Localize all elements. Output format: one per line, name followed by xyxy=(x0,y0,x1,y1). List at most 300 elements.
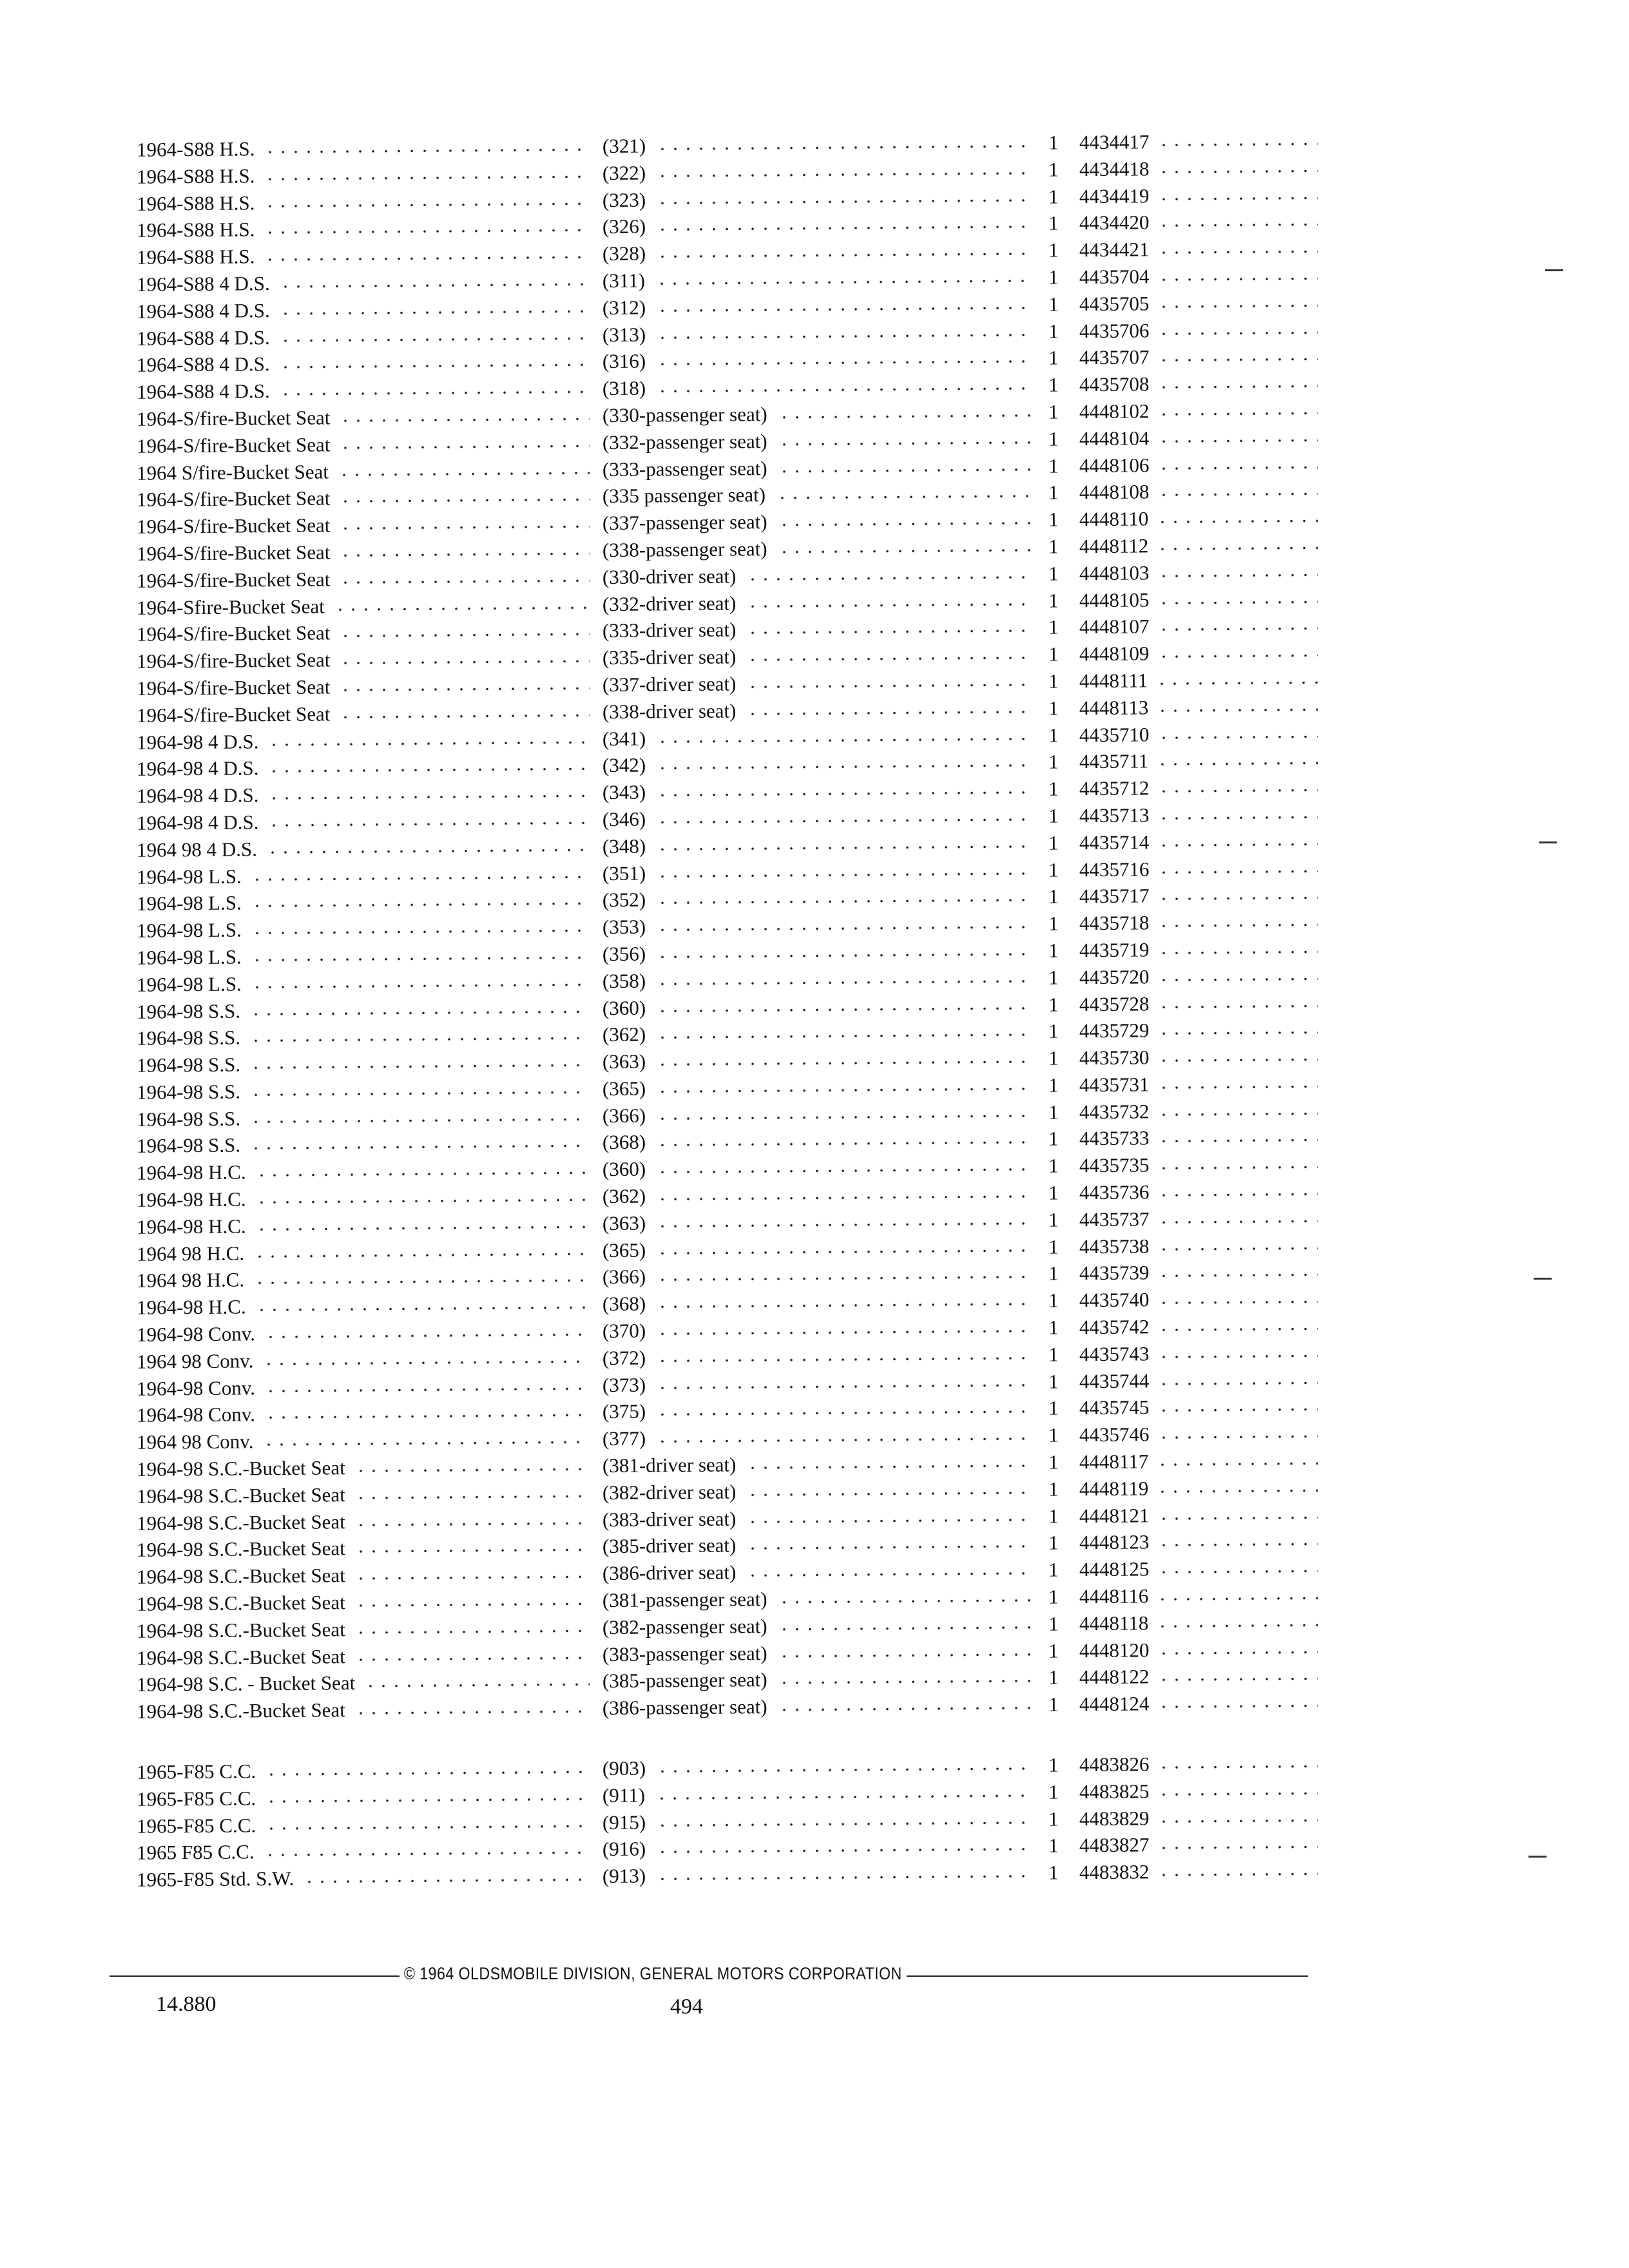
reference-cell: (330-passenger seat) xyxy=(602,403,767,427)
dot-leader xyxy=(656,307,1031,312)
part-number-cell: 4435736 xyxy=(1079,1180,1150,1204)
part-number-cell: 4448122 xyxy=(1079,1665,1150,1689)
dot-leader xyxy=(262,1441,590,1446)
dot-leader xyxy=(778,414,1031,419)
dot-leader xyxy=(1157,1381,1318,1385)
quantity-cell: 1 xyxy=(1048,481,1059,504)
dot-leader xyxy=(1157,1408,1318,1412)
reference-cell: (318) xyxy=(602,376,646,400)
model-cell: 1964-98 H.C. xyxy=(136,1160,246,1185)
quantity-cell: 1 xyxy=(1048,669,1059,693)
dot-leader xyxy=(267,822,590,827)
part-number-cell: 4435713 xyxy=(1079,803,1150,827)
reference-cell: (368) xyxy=(602,1292,646,1316)
model-cell: 1964-98 S.C.-Bucket Seat xyxy=(136,1510,345,1535)
quantity-cell: 1 xyxy=(1048,1046,1059,1070)
model-cell: 1964-98 H.C. xyxy=(136,1295,246,1320)
dot-leader xyxy=(656,1767,1031,1773)
part-number-cell: 4448121 xyxy=(1079,1504,1150,1527)
reference-cell: (916) xyxy=(602,1837,646,1861)
model-cell: 1964-98 S.C.-Bucket Seat xyxy=(136,1456,345,1481)
model-cell: 1964-S/fire-Bucket Seat xyxy=(136,514,331,538)
reference-cell: (351) xyxy=(602,861,646,885)
dot-leader xyxy=(1157,1436,1318,1439)
part-number-cell: 4435728 xyxy=(1079,992,1150,1015)
reference-cell: (333-passenger seat) xyxy=(602,456,767,481)
part-number-cell: 4448110 xyxy=(1079,507,1149,531)
dot-leader xyxy=(1157,1651,1318,1655)
dot-leader xyxy=(334,606,590,611)
quantity-cell: 1 xyxy=(1048,1289,1059,1312)
dot-leader xyxy=(255,1306,590,1311)
dot-leader xyxy=(279,310,590,315)
page-number: 494 xyxy=(670,1995,703,2019)
reference-cell: (332-driver seat) xyxy=(602,591,737,615)
model-cell: 1964-98 S.C.-Bucket Seat xyxy=(136,1483,345,1508)
dot-leader xyxy=(253,1253,590,1258)
dot-leader xyxy=(656,1168,1031,1174)
model-cell: 1964-S/fire-Bucket Seat xyxy=(136,433,331,457)
margin-mark xyxy=(1545,269,1563,271)
dot-leader xyxy=(1157,197,1318,200)
dot-leader xyxy=(656,172,1031,178)
dot-leader xyxy=(746,684,1031,688)
dot-leader xyxy=(656,1330,1031,1336)
part-number-cell: 4435740 xyxy=(1079,1288,1150,1312)
reference-cell: (343) xyxy=(602,780,646,804)
reference-cell: (356) xyxy=(602,942,646,965)
dot-leader xyxy=(251,956,590,961)
dot-leader xyxy=(339,525,590,530)
reference-cell: (368) xyxy=(602,1131,646,1154)
margin-mark xyxy=(1528,1856,1547,1858)
dot-leader xyxy=(778,1653,1031,1657)
part-number-cell: 4435745 xyxy=(1079,1396,1150,1419)
part-number-cell: 4435746 xyxy=(1079,1423,1150,1446)
model-cell: 1964-98 S.S. xyxy=(136,1026,241,1050)
part-number-cell: 4435742 xyxy=(1079,1315,1150,1339)
part-number-cell: 4435716 xyxy=(1079,857,1150,881)
quantity-cell: 1 xyxy=(1048,993,1059,1016)
quantity-cell: 1 xyxy=(1048,1753,1059,1776)
model-cell: 1964-98 S.S. xyxy=(136,1133,241,1158)
reference-cell: (322) xyxy=(602,161,646,184)
part-number-cell: 4435705 xyxy=(1079,292,1150,316)
dot-leader xyxy=(656,1410,1031,1416)
dot-leader xyxy=(1157,573,1318,577)
quantity-cell: 1 xyxy=(1048,1504,1059,1528)
model-cell: 1964-S/fire-Bucket Seat xyxy=(136,621,331,646)
model-cell: 1964-98 L.S. xyxy=(136,945,242,969)
dot-leader xyxy=(339,418,590,422)
reference-cell: (381-driver seat) xyxy=(602,1453,737,1477)
model-cell: 1964-98 S.C. - Bucket Seat xyxy=(136,1671,356,1696)
dot-leader xyxy=(776,495,1031,499)
dot-leader xyxy=(264,1852,590,1857)
part-number-cell: 4435712 xyxy=(1079,776,1150,800)
dot-leader xyxy=(1157,1193,1318,1196)
dot-leader xyxy=(1157,1354,1318,1358)
dot-leader xyxy=(1156,1462,1318,1466)
part-number-cell: 4483826 xyxy=(1079,1753,1150,1776)
dot-leader xyxy=(1157,628,1318,631)
dot-leader xyxy=(656,145,1031,151)
dot-leader xyxy=(1157,1274,1318,1278)
dot-leader xyxy=(1157,142,1318,146)
reference-cell: (381-passenger seat) xyxy=(602,1588,767,1612)
dot-leader xyxy=(1157,601,1318,604)
dot-leader xyxy=(778,1680,1031,1684)
part-number-cell: 4435707 xyxy=(1079,345,1150,369)
dot-leader xyxy=(279,390,590,396)
dot-leader xyxy=(1157,1247,1318,1251)
model-cell: 1964-98 S.S. xyxy=(136,1080,241,1104)
dot-leader xyxy=(778,1707,1031,1711)
reference-cell: (915) xyxy=(602,1811,646,1834)
dot-leader xyxy=(1157,224,1318,227)
dot-leader xyxy=(1157,304,1318,308)
quantity-cell: 1 xyxy=(1048,454,1059,477)
part-number-cell: 4435735 xyxy=(1079,1153,1150,1177)
reference-cell: (358) xyxy=(602,969,646,992)
quantity-cell: 1 xyxy=(1048,750,1059,773)
dot-leader xyxy=(249,1118,590,1123)
dot-leader xyxy=(1156,762,1318,766)
quantity-cell: 1 xyxy=(1048,238,1059,262)
dot-leader xyxy=(656,1384,1031,1390)
dot-leader xyxy=(354,1575,590,1580)
dot-leader xyxy=(1157,1112,1318,1116)
dot-leader xyxy=(264,1414,590,1419)
quantity-cell: 1 xyxy=(1048,1073,1059,1097)
part-number-cell: 4448125 xyxy=(1079,1557,1150,1581)
model-cell: 1964-S88 4 D.S. xyxy=(136,352,270,377)
model-cell: 1964-98 H.C. xyxy=(136,1215,246,1238)
part-number-cell: 4448108 xyxy=(1079,480,1150,504)
dot-leader xyxy=(1157,1516,1318,1520)
dot-leader xyxy=(251,876,590,881)
part-number-cell: 4448112 xyxy=(1079,534,1149,558)
model-cell: 1964 98 H.C. xyxy=(136,1242,245,1265)
part-number-cell: 4435704 xyxy=(1079,265,1150,289)
reference-cell: (362) xyxy=(602,1023,646,1046)
quantity-cell: 1 xyxy=(1048,1100,1059,1124)
dot-leader xyxy=(656,899,1031,905)
dot-leader xyxy=(1157,1819,1318,1823)
dot-leader xyxy=(1157,385,1318,389)
document-number: 14.880 xyxy=(156,1992,217,2016)
reference-cell: (337-driver seat) xyxy=(602,672,737,697)
dot-leader xyxy=(1157,1792,1318,1796)
dot-leader xyxy=(262,1360,590,1365)
dot-leader xyxy=(264,256,590,261)
dot-leader xyxy=(279,337,590,342)
reference-cell: (313) xyxy=(602,323,646,346)
dot-leader xyxy=(249,1145,590,1150)
reference-cell: (370) xyxy=(602,1319,646,1343)
quantity-cell: 1 xyxy=(1048,185,1059,208)
dot-leader xyxy=(656,1115,1031,1120)
reference-cell: (332-passenger seat) xyxy=(602,429,767,454)
parts-table xyxy=(116,130,1327,1894)
model-cell: 1964-98 L.S. xyxy=(136,864,242,889)
dot-leader xyxy=(1157,466,1318,470)
reference-cell: (363) xyxy=(602,1050,646,1073)
reference-cell: (911) xyxy=(602,1783,646,1807)
model-cell: 1965-F85 C.C. xyxy=(136,1787,256,1811)
dot-leader xyxy=(656,1195,1031,1201)
dot-leader xyxy=(1157,1004,1318,1008)
model-cell: 1964-S88 H.S. xyxy=(136,191,255,215)
dot-leader xyxy=(656,1249,1031,1255)
dot-leader xyxy=(1157,870,1318,874)
model-cell: 1964 98 H.C. xyxy=(136,1268,245,1293)
part-number-cell: 4435710 xyxy=(1079,722,1150,746)
quantity-cell: 1 xyxy=(1048,1208,1059,1231)
quantity-cell: 1 xyxy=(1048,562,1059,585)
dot-leader xyxy=(1157,493,1318,497)
model-cell: 1964-S/fire-Bucket Seat xyxy=(136,568,331,592)
dot-leader xyxy=(251,983,590,988)
dot-leader xyxy=(1157,277,1318,281)
dot-leader xyxy=(656,333,1031,339)
part-number-cell: 4435711 xyxy=(1079,749,1149,773)
part-number-cell: 4435720 xyxy=(1079,965,1150,988)
reference-cell: (382-passenger seat) xyxy=(602,1614,767,1639)
quantity-cell: 1 xyxy=(1048,777,1059,800)
copyright-notice: © 1964 OLDSMOBILE DIVISION, GENERAL MOTORS CORPORATION xyxy=(400,1964,907,1984)
quantity-cell: 1 xyxy=(1048,642,1059,666)
reference-cell: (323) xyxy=(602,188,646,211)
dot-leader xyxy=(1157,358,1318,362)
reference-cell: (383-driver seat) xyxy=(602,1507,737,1531)
dot-leader xyxy=(1157,789,1318,793)
dot-leader xyxy=(249,1091,590,1096)
part-number-cell: 4448105 xyxy=(1079,588,1150,611)
dot-leader xyxy=(656,1088,1031,1093)
dot-leader xyxy=(354,1629,590,1634)
part-number-cell: 4435729 xyxy=(1079,1019,1150,1043)
model-cell: 1964-S88 4 D.S. xyxy=(136,272,270,296)
reference-cell: (353) xyxy=(602,915,646,939)
part-number-cell: 4435718 xyxy=(1079,911,1150,935)
part-number-cell: 4435714 xyxy=(1079,831,1150,854)
part-number-cell: 4483827 xyxy=(1079,1833,1150,1857)
reference-cell: (366) xyxy=(602,1265,646,1289)
quantity-cell: 1 xyxy=(1048,1127,1059,1151)
dot-leader xyxy=(1156,1489,1318,1493)
dot-leader xyxy=(746,1465,1031,1469)
quantity-cell: 1 xyxy=(1048,697,1059,720)
model-cell: 1964-Sfire-Bucket Seat xyxy=(136,595,325,619)
dot-leader xyxy=(267,794,590,800)
reference-cell: (338-passenger seat) xyxy=(602,537,767,562)
reference-cell: (335 passenger seat) xyxy=(602,483,766,508)
reference-cell: (373) xyxy=(602,1373,646,1396)
dot-leader xyxy=(339,660,590,664)
dot-leader xyxy=(249,1037,590,1043)
part-number-cell: 4448102 xyxy=(1079,399,1150,423)
model-cell: 1964-98 S.S. xyxy=(136,999,241,1023)
dot-leader xyxy=(1157,1139,1318,1143)
quantity-cell: 1 xyxy=(1048,1558,1059,1581)
dot-leader xyxy=(778,468,1031,472)
dot-leader xyxy=(1156,1624,1318,1628)
model-cell: 1964-98 S.C.-Bucket Seat xyxy=(136,1698,345,1723)
reference-cell: (352) xyxy=(602,888,646,912)
dot-leader xyxy=(1157,1327,1318,1331)
reference-cell: (333-driver seat) xyxy=(602,618,737,642)
dot-leader xyxy=(1157,1873,1318,1877)
dot-leader xyxy=(778,522,1031,526)
dot-leader xyxy=(656,1222,1031,1228)
reference-cell: (385-passenger seat) xyxy=(602,1668,767,1693)
reference-cell: (385-driver seat) xyxy=(602,1533,737,1558)
reference-cell: (362) xyxy=(602,1184,646,1208)
model-cell: 1964 98 Conv. xyxy=(136,1349,254,1373)
quantity-cell: 1 xyxy=(1048,1370,1059,1393)
quantity-cell: 1 xyxy=(1048,535,1059,558)
model-cell: 1964-S/fire-Bucket Seat xyxy=(136,648,331,673)
reference-cell: (913) xyxy=(602,1864,646,1888)
dot-leader xyxy=(746,1572,1031,1577)
part-number-cell: 4435738 xyxy=(1079,1235,1150,1258)
part-number-cell: 4434420 xyxy=(1079,211,1150,235)
quantity-cell: 1 xyxy=(1048,1262,1059,1285)
reference-cell: (372) xyxy=(602,1346,646,1369)
dot-leader xyxy=(1157,169,1318,173)
dot-leader xyxy=(339,687,590,691)
dot-leader xyxy=(656,226,1031,231)
quantity-cell: 1 xyxy=(1048,1693,1059,1716)
dot-leader xyxy=(656,1061,1031,1066)
dot-leader xyxy=(264,148,590,153)
dot-leader xyxy=(746,657,1031,661)
model-cell: 1964-98 Conv. xyxy=(136,1403,256,1427)
part-number-cell: 4448103 xyxy=(1079,561,1150,585)
part-number-cell: 4483825 xyxy=(1079,1780,1150,1803)
dot-leader xyxy=(1157,923,1318,927)
reference-cell: (360) xyxy=(602,996,646,1019)
model-cell: 1964 98 Conv. xyxy=(136,1430,254,1454)
dot-leader xyxy=(1157,1543,1318,1547)
quantity-cell: 1 xyxy=(1048,1477,1059,1501)
dot-leader xyxy=(303,1878,590,1883)
dot-leader xyxy=(656,1276,1031,1282)
dot-leader xyxy=(746,602,1031,607)
reference-cell: (330-driver seat) xyxy=(602,564,737,588)
reference-cell: (341) xyxy=(602,727,646,750)
reference-cell: (382-driver seat) xyxy=(602,1480,737,1504)
reference-cell: (366) xyxy=(602,1104,646,1127)
model-cell: 1964-98 Conv. xyxy=(136,1322,256,1346)
quantity-cell: 1 xyxy=(1048,293,1059,316)
dot-leader xyxy=(1157,1846,1318,1850)
reference-cell: (365) xyxy=(602,1077,646,1100)
dot-leader xyxy=(265,1771,590,1776)
reference-cell: (316) xyxy=(602,349,646,373)
quantity-cell: 1 xyxy=(1048,1861,1059,1884)
dot-leader xyxy=(1156,546,1318,550)
part-number-cell: 4434417 xyxy=(1079,130,1150,154)
margin-mark xyxy=(1539,841,1557,843)
model-cell: 1964-S/fire-Bucket Seat xyxy=(136,675,331,700)
quantity-cell: 1 xyxy=(1048,1316,1059,1339)
part-number-cell: 4448106 xyxy=(1079,453,1150,477)
dot-leader xyxy=(1157,977,1318,981)
dot-leader xyxy=(778,549,1031,553)
part-number-cell: 4435744 xyxy=(1079,1369,1150,1392)
dot-leader xyxy=(264,175,590,180)
model-cell: 1964-S88 H.S. xyxy=(136,245,255,269)
part-number-cell: 4448104 xyxy=(1079,427,1150,450)
quantity-cell: 1 xyxy=(1048,320,1059,343)
dot-leader xyxy=(265,1798,590,1803)
dot-leader xyxy=(656,1006,1031,1012)
model-cell: 1964-98 Conv. xyxy=(136,1376,256,1400)
margin-mark xyxy=(1534,1278,1552,1280)
dot-leader xyxy=(253,1280,590,1285)
part-number-cell: 4448109 xyxy=(1079,642,1150,666)
dot-leader xyxy=(655,1794,1031,1800)
quantity-cell: 1 xyxy=(1048,1834,1059,1858)
dot-leader xyxy=(264,229,590,235)
dot-leader xyxy=(1157,897,1318,901)
dot-leader xyxy=(1157,843,1318,847)
quantity-cell: 1 xyxy=(1048,373,1059,396)
model-cell: 1964-S/fire-Bucket Seat xyxy=(136,406,331,430)
quantity-cell: 1 xyxy=(1048,1612,1059,1635)
part-number-cell: 4448117 xyxy=(1079,1450,1149,1474)
dot-leader xyxy=(354,1549,590,1553)
dot-leader xyxy=(338,472,590,476)
model-cell: 1964-98 4 D.S. xyxy=(136,756,259,781)
part-number-cell: 4448107 xyxy=(1079,615,1150,639)
part-number-cell: 4435730 xyxy=(1079,1046,1150,1070)
dot-leader xyxy=(1156,520,1318,524)
part-number-cell: 4435731 xyxy=(1079,1073,1150,1097)
dot-leader xyxy=(255,1172,590,1177)
part-number-cell: 4448120 xyxy=(1079,1639,1150,1662)
dot-leader xyxy=(1156,708,1318,712)
model-cell: 1964-S/fire-Bucket Seat xyxy=(136,702,331,727)
part-number-cell: 4435732 xyxy=(1079,1100,1150,1123)
dot-leader xyxy=(656,737,1031,743)
dot-leader xyxy=(339,445,590,449)
model-cell: 1964-98 4 D.S. xyxy=(136,729,259,754)
dot-leader xyxy=(656,791,1031,797)
dot-leader xyxy=(354,1602,590,1607)
part-number-cell: 4434418 xyxy=(1079,157,1150,181)
model-cell: 1964-98 4 D.S. xyxy=(136,783,259,807)
quantity-cell: 1 xyxy=(1048,724,1059,747)
reference-cell: (903) xyxy=(602,1756,646,1780)
quantity-cell: 1 xyxy=(1048,589,1059,612)
part-number-cell: 4434421 xyxy=(1079,238,1150,262)
dot-leader xyxy=(656,253,1031,258)
quantity-cell: 1 xyxy=(1048,966,1059,989)
reference-cell: (311) xyxy=(602,269,646,293)
model-cell: 1965-F85 C.C. xyxy=(136,1760,256,1783)
model-cell: 1964-98 S.S. xyxy=(136,1107,241,1131)
dot-leader xyxy=(746,1492,1031,1496)
quantity-cell: 1 xyxy=(1048,1019,1059,1043)
dot-leader xyxy=(1157,1166,1318,1170)
dot-leader xyxy=(1157,816,1318,820)
dot-leader xyxy=(339,714,590,718)
quantity-cell: 1 xyxy=(1048,1585,1059,1608)
quantity-cell: 1 xyxy=(1048,1780,1059,1803)
